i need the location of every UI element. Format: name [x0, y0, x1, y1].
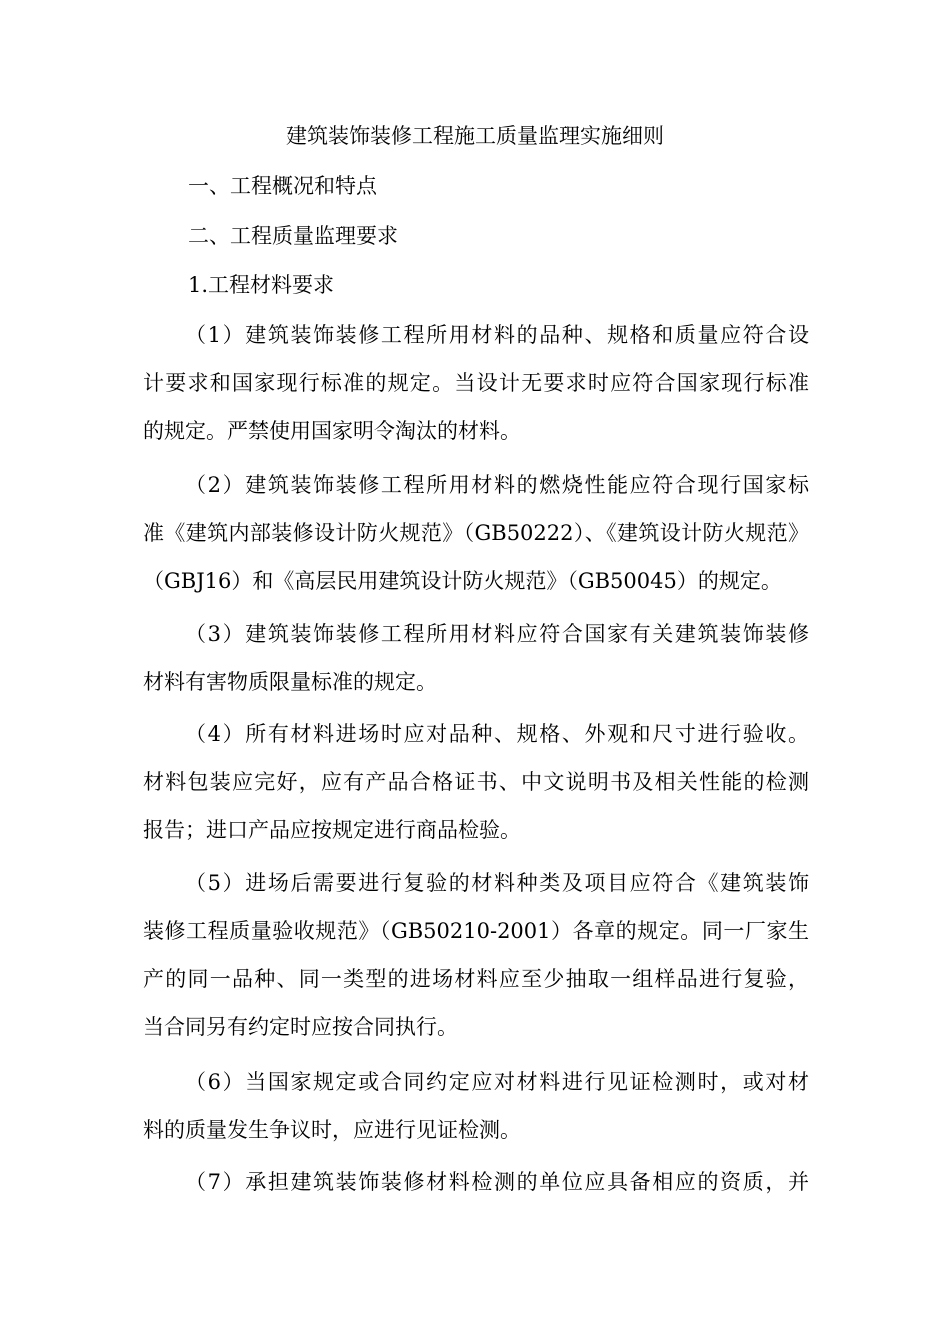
paragraph-line: 产的同一品种、同一类型的进场材料应至少抽取一组样品进行复验， — [143, 967, 809, 991]
paragraph-line: （GBJ16）和《高层民用建筑设计防火规范》（GB50045）的规定。 — [143, 569, 782, 593]
paragraph-1 — [143, 311, 809, 455]
paragraph-line: 报告；进口产品应按规定进行商品检验。 — [143, 818, 521, 842]
subsection-heading-material-requirements: 1.工程材料要求 — [188, 273, 335, 297]
paragraph-4 — [143, 710, 809, 854]
paragraph-line: （3）建筑装饰装修工程所用材料应符合国家有关建筑装饰装修 — [185, 622, 809, 646]
paragraph-line: 的规定。严禁使用国家明令淘汰的材料。 — [143, 419, 521, 443]
paragraph-line: 当合同另有约定时应按合同执行。 — [143, 1015, 458, 1039]
paragraph-line: 材料有害物质限量标准的规定。 — [143, 670, 437, 694]
paragraph-6 — [143, 1058, 809, 1154]
paragraph-line: （2）建筑装饰装修工程所用材料的燃烧性能应符合现行国家标 — [185, 473, 809, 497]
paragraph-line: （1）建筑装饰装修工程所用材料的品种、规格和质量应符合设 — [185, 323, 809, 347]
paragraph-line: （6）当国家规定或合同约定应对材料进行见证检测时，或对材 — [185, 1070, 809, 1094]
paragraph-2 — [143, 461, 809, 605]
paragraph-line: 材料包装应完好，应有产品合格证书、中文说明书及相关性能的检测 — [143, 770, 809, 794]
paragraph-line: （7）承担建筑装饰装修材料检测的单位应具备相应的资质，并 — [185, 1170, 809, 1194]
section-heading-overview: 一、工程概况和特点 — [188, 174, 377, 198]
document-title: 建筑装饰装修工程施工质量监理实施细则 — [286, 124, 664, 148]
paragraph-line: （4）所有材料进场时应对品种、规格、外观和尺寸进行验收。 — [185, 722, 809, 746]
section-heading-quality-requirements: 二、工程质量监理要求 — [188, 224, 398, 248]
paragraph-3 — [143, 610, 809, 706]
paragraph-7 — [143, 1158, 809, 1206]
paragraph-line: （5）进场后需要进行复验的材料种类及项目应符合《建筑装饰 — [185, 871, 809, 895]
paragraph-line: 装修工程质量验收规范》（GB50210-2001）各章的规定。同一厂家生 — [143, 919, 809, 943]
paragraph-line: 计要求和国家现行标准的规定。当设计无要求时应符合国家现行标准 — [143, 371, 809, 395]
paragraph-5 — [143, 859, 809, 1051]
paragraph-line: 准《建筑内部装修设计防火规范》（GB50222）、《建筑设计防火规范》 — [143, 521, 809, 545]
paragraph-line: 料的质量发生争议时，应进行见证检测。 — [143, 1118, 521, 1142]
